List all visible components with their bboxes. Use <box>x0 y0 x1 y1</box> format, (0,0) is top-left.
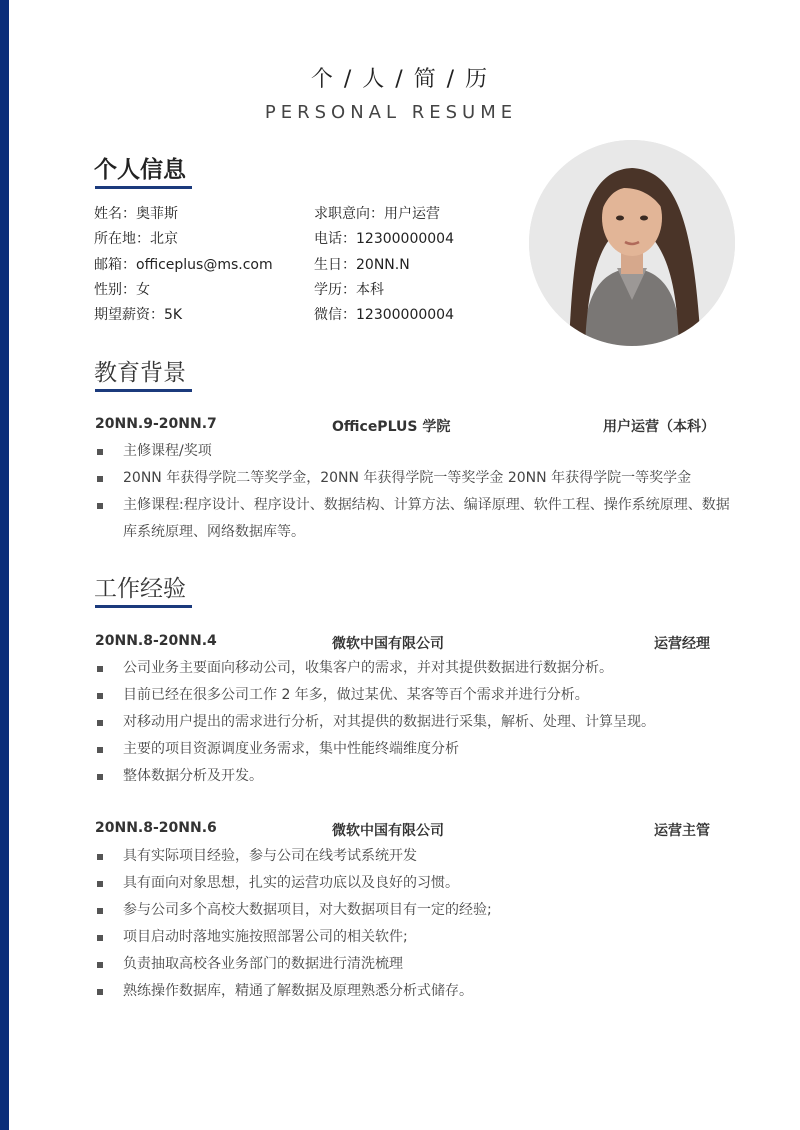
job-position: 运营经理 <box>654 636 710 652</box>
info-location: 所在地：北京 <box>94 231 178 247</box>
info-job-intent: 求职意向：用户运营 <box>314 206 440 222</box>
education-school: OfficePLUS 学院 <box>332 419 451 435</box>
section-heading-work: 工作经验 <box>94 576 186 602</box>
list-item: 目前已经在很多公司工作 2 年多，做过某优、某客等百个需求并进行分析。 <box>95 682 735 709</box>
section-underline-work <box>95 605 192 608</box>
info-gender: 性别：女 <box>94 282 150 298</box>
section-heading-education: 教育背景 <box>94 360 186 386</box>
list-item: 具有面向对象思想，扎实的运营功底以及良好的习惯。 <box>95 870 735 897</box>
section-heading-personal: 个人信息 <box>94 157 186 183</box>
education-period: 20NN.9-20NN.7 <box>95 416 217 432</box>
resume-subtitle: PERSONAL RESUME <box>264 102 518 123</box>
list-item: 整体数据分析及开发。 <box>95 763 735 790</box>
info-email: 邮箱：officeplus@ms.com <box>94 257 273 273</box>
list-item: 主要的项目资源调度业务需求，集中性能终端维度分析 <box>95 736 735 763</box>
resume-title: 个 / 人 / 简 / 历 <box>310 67 490 92</box>
list-item: 熟练操作数据库，精通了解数据及原理熟悉分析式储存。 <box>95 978 735 1005</box>
section-underline-personal <box>95 186 192 189</box>
job-company: 微软中国有限公司 <box>332 823 444 839</box>
left-accent-bar <box>0 0 9 1130</box>
section-underline-education <box>95 389 192 392</box>
education-major: 用户运营（本科） <box>603 419 715 435</box>
list-item: 主修课程:程序设计、程序设计、数据结构、计算方法、编译原理、软件工程、操作系统原理、数据库系统原理、网络数据库等。 <box>95 492 735 546</box>
portrait-illustration <box>529 140 735 346</box>
job-header-row <box>95 820 715 840</box>
job-position: 运营主管 <box>654 823 710 839</box>
job-period: 20NN.8-20NN.6 <box>95 820 217 836</box>
info-name: 姓名：奥菲斯 <box>94 206 178 222</box>
info-education-level: 学历：本科 <box>314 282 384 298</box>
info-salary: 期望薪资：5K <box>94 307 183 323</box>
info-birthday: 生日：20NN.N <box>314 257 410 273</box>
list-item: 20NN 年获得学院二等奖学金，20NN 年获得学院一等奖学金 20NN 年获得学院一等奖学金 <box>95 465 735 492</box>
list-item: 主修课程/奖项 <box>95 438 735 465</box>
job-period: 20NN.8-20NN.4 <box>95 633 217 649</box>
info-wechat: 微信：12300000004 <box>314 307 454 323</box>
job-header-row <box>95 633 715 653</box>
list-item: 负责抽取高校各业务部门的数据进行清洗梳理 <box>95 951 735 978</box>
job-bullet-list <box>95 843 735 1005</box>
info-phone: 电话：12300000004 <box>314 231 454 247</box>
job-bullet-list <box>95 655 735 790</box>
list-item: 对移动用户提出的需求进行分析，对其提供的数据进行采集，解析、处理、计算呈现。 <box>95 709 735 736</box>
job-company: 微软中国有限公司 <box>332 636 444 652</box>
list-item: 公司业务主要面向移动公司，收集客户的需求，并对其提供数据进行数据分析。 <box>95 655 735 682</box>
list-item: 具有实际项目经验，参与公司在线考试系统开发 <box>95 843 735 870</box>
list-item: 参与公司多个高校大数据项目，对大数据项目有一定的经验; <box>95 897 735 924</box>
list-item: 项目启动时落地实施按照部署公司的相关软件; <box>95 924 735 951</box>
education-bullet-list <box>95 438 735 546</box>
education-header-row <box>95 416 715 436</box>
portrait-photo <box>529 140 735 346</box>
